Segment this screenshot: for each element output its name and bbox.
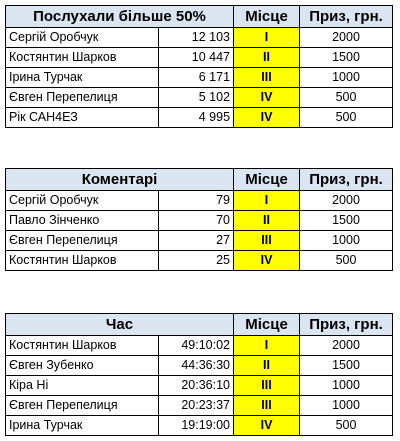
- table-row: [6, 336, 393, 356]
- table-row: [6, 251, 393, 271]
- table-title: Час: [6, 314, 234, 336]
- participant-name: Костянтин Шарков: [6, 251, 159, 271]
- prize-amount: 2000: [300, 336, 393, 356]
- place-header: Місце: [234, 169, 300, 191]
- place-badge: IV: [234, 108, 300, 128]
- participant-name: Сергій Оробчук: [6, 28, 159, 48]
- place-badge: II: [234, 48, 300, 68]
- table-title: Коментарі: [6, 169, 234, 191]
- place-badge: II: [234, 211, 300, 231]
- participant-name: Павло Зінченко: [6, 211, 159, 231]
- place-badge: IV: [234, 88, 300, 108]
- table-header: [6, 6, 393, 28]
- table-row: [6, 211, 393, 231]
- table-row: [6, 231, 393, 251]
- prize-amount: 500: [300, 108, 393, 128]
- time-value: 44:36:30: [159, 356, 234, 376]
- place-badge: IV: [234, 251, 300, 271]
- prize-amount: 1500: [300, 356, 393, 376]
- score-value: 79: [159, 191, 234, 211]
- prize-amount: 500: [300, 251, 393, 271]
- score-value: 10 447: [159, 48, 234, 68]
- prize-amount: 2000: [300, 191, 393, 211]
- table-row: [6, 88, 393, 108]
- participant-name: Сергій Оробчук: [6, 191, 159, 211]
- score-value: 70: [159, 211, 234, 231]
- prize-amount: 1000: [300, 231, 393, 251]
- place-badge: III: [234, 68, 300, 88]
- time-value: 20:36:10: [159, 376, 234, 396]
- prize-header: Приз, грн.: [300, 314, 393, 336]
- time-value: 49:10:02: [159, 336, 234, 356]
- prize-amount: 1000: [300, 68, 393, 88]
- participant-name: Костянтин Шарков: [6, 336, 159, 356]
- table-row: [6, 48, 393, 68]
- place-badge: I: [234, 191, 300, 211]
- table-row: [6, 416, 393, 436]
- time-value: 20:23:37: [159, 396, 234, 416]
- score-value: 12 103: [159, 28, 234, 48]
- score-value: 25: [159, 251, 234, 271]
- place-badge: IV: [234, 416, 300, 436]
- prize-amount: 2000: [300, 28, 393, 48]
- score-value: 5 102: [159, 88, 234, 108]
- time-table: [5, 313, 393, 436]
- time-value: 19:19:00: [159, 416, 234, 436]
- prize-amount: 1500: [300, 211, 393, 231]
- score-value: 6 171: [159, 68, 234, 88]
- place-badge: II: [234, 356, 300, 376]
- place-badge: III: [234, 231, 300, 251]
- table-row: [6, 376, 393, 396]
- table-title: Послухали більше 50%: [6, 6, 234, 28]
- table-row: [6, 108, 393, 128]
- prize-amount: 1500: [300, 48, 393, 68]
- score-value: 27: [159, 231, 234, 251]
- prize-header: Приз, грн.: [300, 6, 393, 28]
- prize-amount: 500: [300, 416, 393, 436]
- table-row: [6, 28, 393, 48]
- participant-name: Кіра Ні: [6, 376, 159, 396]
- participant-name: Євген Перепелиця: [6, 396, 159, 416]
- place-header: Місце: [234, 6, 300, 28]
- prize-amount: 1000: [300, 376, 393, 396]
- table-row: [6, 68, 393, 88]
- table-row: [6, 191, 393, 211]
- table-row: [6, 396, 393, 416]
- table-row: [6, 356, 393, 376]
- score-value: 4 995: [159, 108, 234, 128]
- place-badge: III: [234, 376, 300, 396]
- participant-name: Костянтин Шарков: [6, 48, 159, 68]
- table-header: [6, 169, 393, 191]
- prize-amount: 1000: [300, 396, 393, 416]
- participant-name: Євген Перепелиця: [6, 88, 159, 108]
- place-badge: III: [234, 396, 300, 416]
- participant-name: Євген Перепелиця: [6, 231, 159, 251]
- comments-table: [5, 168, 393, 271]
- prize-header: Приз, грн.: [300, 169, 393, 191]
- participant-name: Євген Зубенко: [6, 356, 159, 376]
- prize-amount: 500: [300, 88, 393, 108]
- table-header: [6, 314, 393, 336]
- place-header: Місце: [234, 314, 300, 336]
- listened-table: [5, 5, 393, 128]
- participant-name: Ірина Турчак: [6, 68, 159, 88]
- participant-name: Ірина Турчак: [6, 416, 159, 436]
- place-badge: I: [234, 336, 300, 356]
- participant-name: Рік САН4ЕЗ: [6, 108, 159, 128]
- place-badge: I: [234, 28, 300, 48]
